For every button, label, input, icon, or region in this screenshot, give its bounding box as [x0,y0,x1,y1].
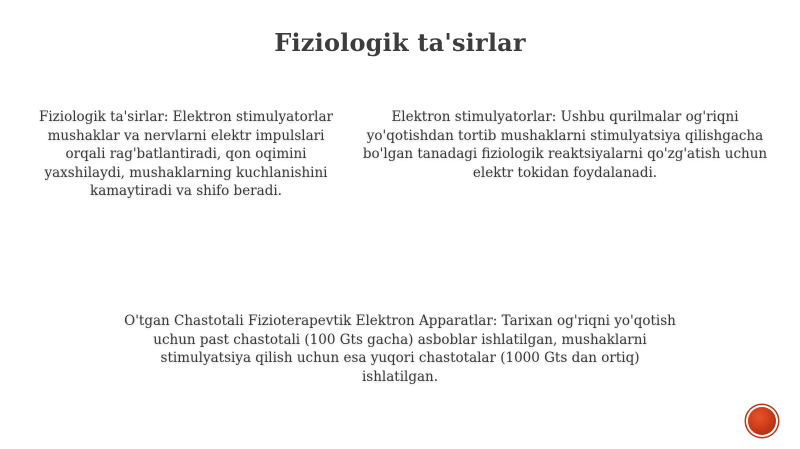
circle-nav-icon[interactable] [748,407,776,435]
slide-title: Fiziologik ta'sirlar [274,28,526,57]
text-block-electronic-stimulators: Elektron stimulyatorlar: Ushbu qurilmalar og'riqni yo'qotishdan tortib mushaklarni stimulyatsiya qilishgacha bo'lgan tanadagi fiziologik reaktsiyalarni qo'zg'atish uchun elektr tokidan foydalanadi. [362,109,768,181]
text-block-physiological-effects: Fiziologik ta'sirlar: Elektron stimulyatorlar mushaklar va nervlarni elektr impulslari orqali rag'batlantiradi, qon oqimini yaxshilaydi, mushaklarning kuchlanishini kamaytiradi va shifo beradi. [39,109,333,199]
text-block-frequency-apparatus: O'tgan Chastotali Fizioterapevtik Elektron Apparatlar: Tarixan og'riqni yo'qotish uchun past chastotali (100 Gts gacha) asboblar ishlatilgan, mushaklarni stimulyatsiya qilish uchun esa yuqori chastotalar (1000 Gts dan ortiq) ishlatilgan. [124,313,676,385]
